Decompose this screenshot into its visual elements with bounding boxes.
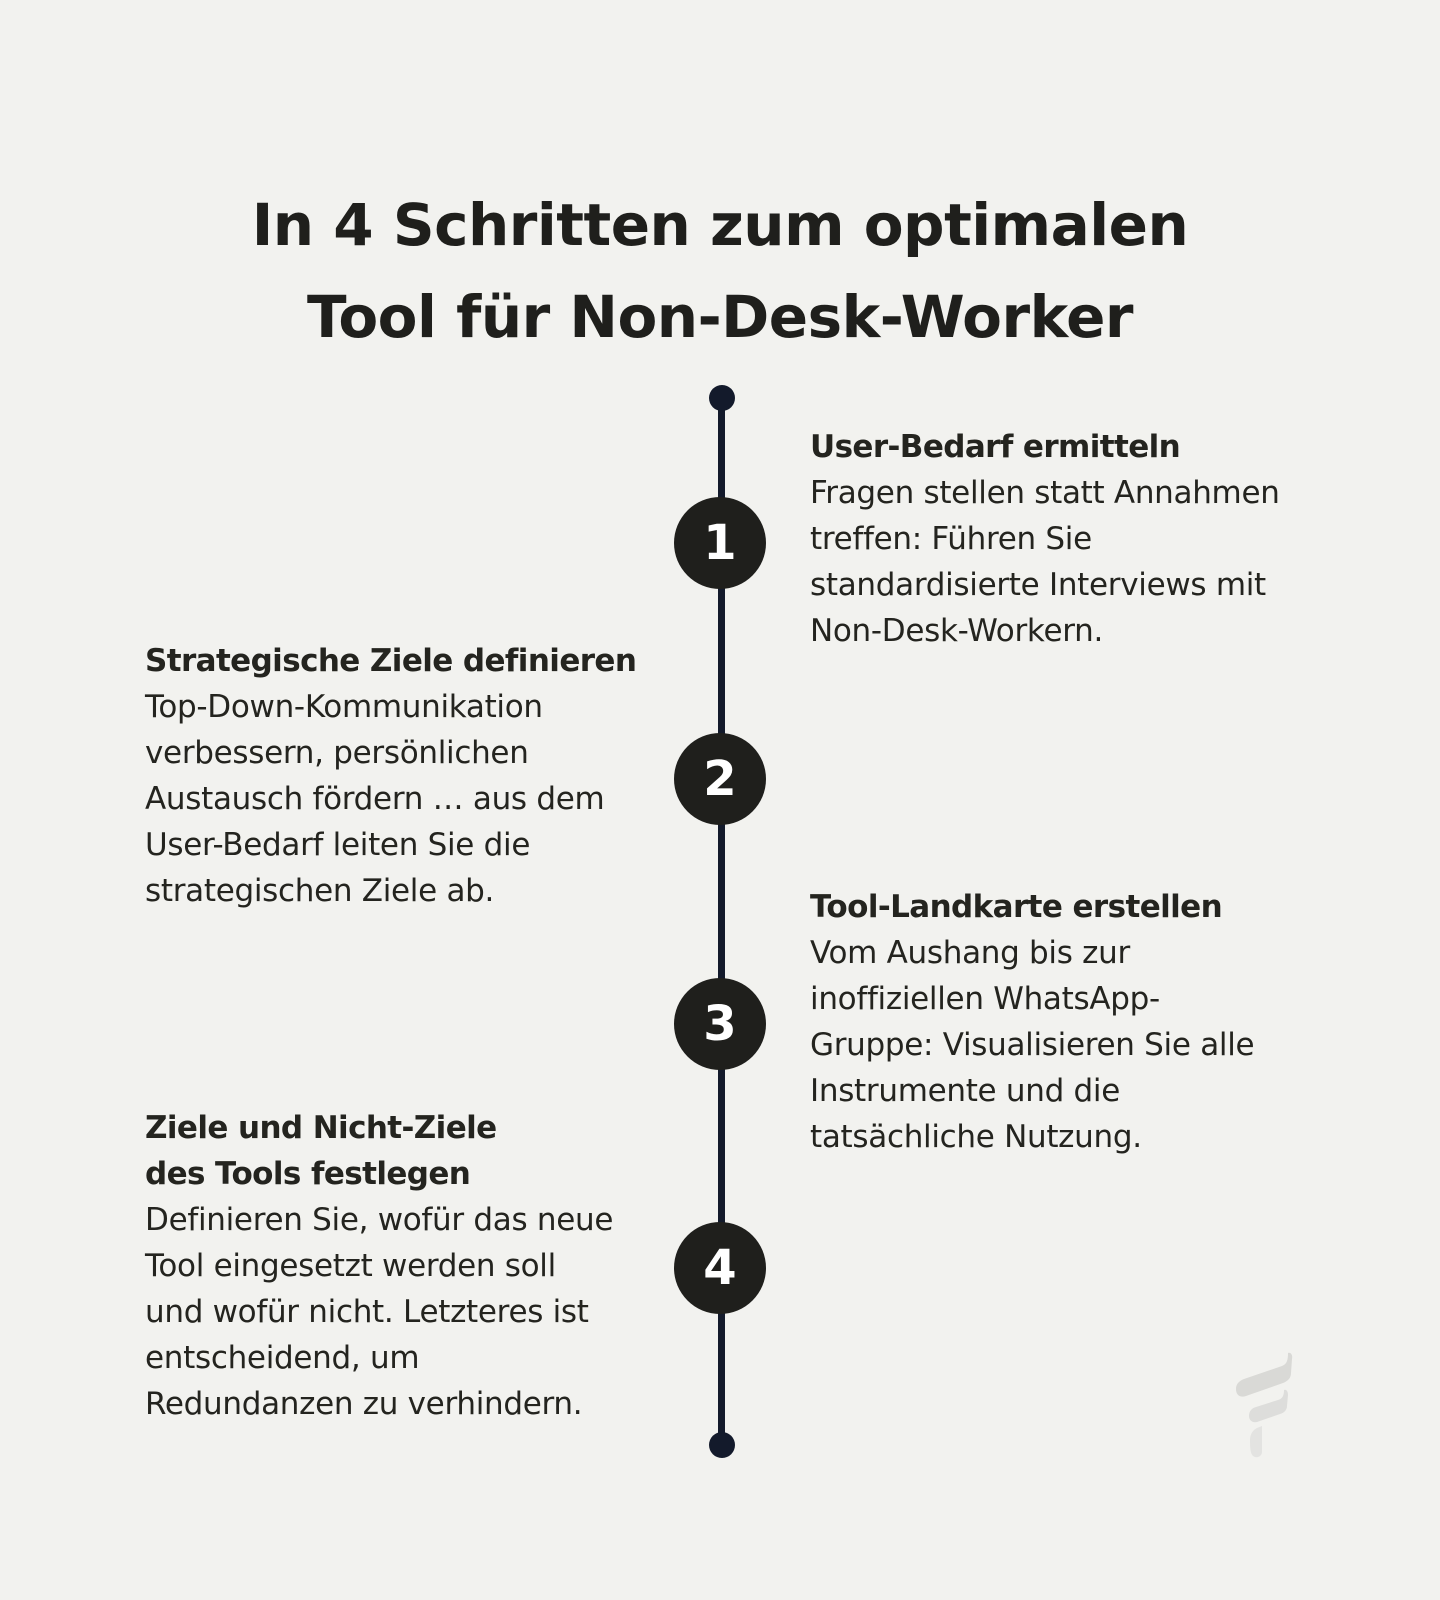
step-4-title-line-1: Ziele und Nicht-Ziele [145, 1110, 497, 1146]
timeline-end-dot [709, 1432, 735, 1458]
brand-logo-icon [1228, 1350, 1300, 1460]
step-1-text [810, 424, 1280, 654]
step-1-line-1: Fragen stellen statt Annahmen [810, 475, 1280, 511]
title-line-2: Tool für Non-Desk-Worker [306, 282, 1134, 351]
step-1-line-3: standardisierte Interviews mit [810, 567, 1266, 603]
step-2-line-4: User-Bedarf leiten Sie die [145, 827, 531, 863]
step-2-line-5: strategischen Ziele ab. [145, 873, 495, 909]
step-3-line-4: Instrumente und die [810, 1073, 1120, 1109]
step-4-title-line-2: des Tools festlegen [145, 1156, 471, 1192]
title-line-1: In 4 Schritten zum optimalen [251, 190, 1189, 259]
step-3-text [810, 884, 1254, 1160]
step-4-line-3: und wofür nicht. Letzteres ist [145, 1294, 589, 1330]
step-marker-4: 4 [674, 1222, 766, 1314]
step-2-title: Strategische Ziele definieren [145, 643, 637, 679]
step-marker-1: 1 [674, 497, 766, 589]
step-marker-3: 3 [674, 978, 766, 1070]
step-2-text [145, 638, 636, 914]
step-3-line-3: Gruppe: Visualisieren Sie alle [810, 1027, 1255, 1063]
step-1-title: User-Bedarf ermitteln [810, 429, 1181, 465]
page-title [0, 179, 1440, 363]
step-1-line-4: Non-Desk-Workern. [810, 613, 1104, 649]
step-2-line-1: Top-Down-Kommunikation [145, 689, 543, 725]
timeline-start-dot [709, 385, 735, 411]
step-3-line-2: inoffiziellen WhatsApp- [810, 981, 1160, 1017]
step-4-line-4: entscheidend, um [145, 1340, 420, 1376]
step-3-line-5: tatsächliche Nutzung. [810, 1119, 1142, 1155]
step-1-line-2: treffen: Führen Sie [810, 521, 1092, 557]
step-3-line-1: Vom Aushang bis zur [810, 935, 1130, 971]
step-4-line-5: Redundanzen zu verhindern. [145, 1386, 583, 1422]
step-4-text [145, 1105, 613, 1427]
step-2-line-3: Austausch fördern … aus dem [145, 781, 605, 817]
step-marker-2: 2 [674, 733, 766, 825]
step-4-line-2: Tool eingesetzt werden soll [145, 1248, 556, 1284]
step-2-line-2: verbessern, persönlichen [145, 735, 529, 771]
step-4-line-1: Definieren Sie, wofür das neue [145, 1202, 614, 1238]
step-3-title: Tool-Landkarte erstellen [810, 889, 1223, 925]
